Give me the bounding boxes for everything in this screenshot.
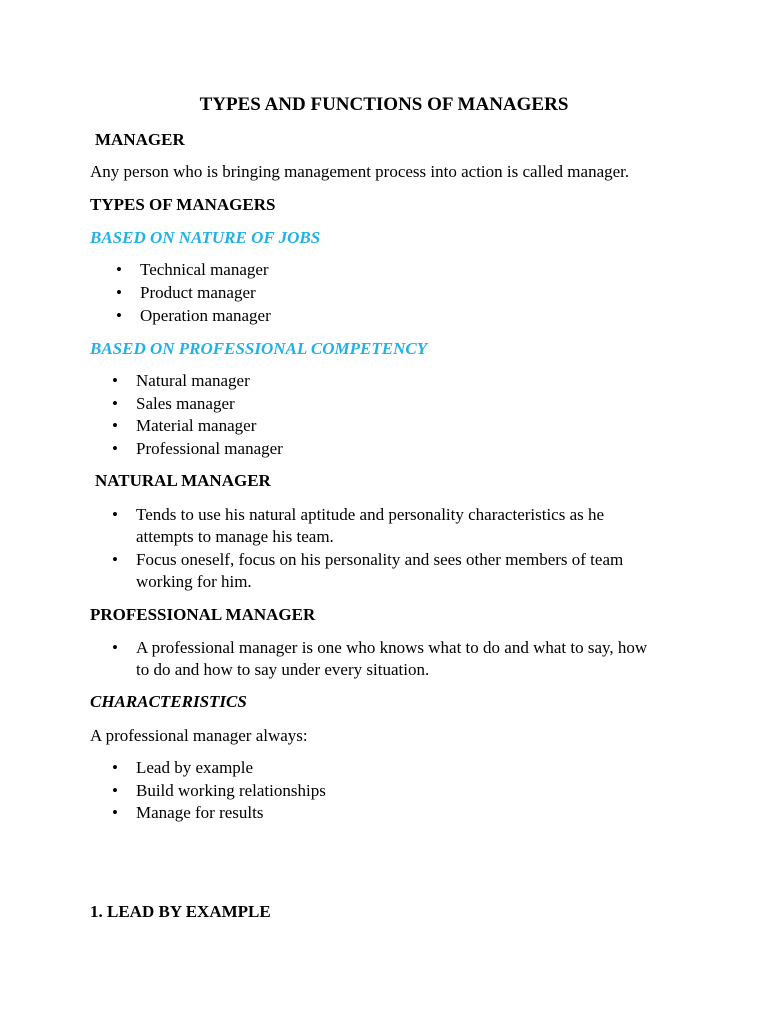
list-item-label: Sales manager: [136, 394, 235, 413]
list-item-line: A professional manager is one who knows what to do and what to say, how: [136, 638, 648, 657]
manager-heading: MANAGER: [95, 130, 185, 149]
list-item-line: to do and how to say under every situation.: [136, 660, 430, 679]
list-item-label: Material manager: [136, 416, 257, 435]
list-item-line: attempts to manage his team.: [136, 527, 334, 546]
professional-manager-heading: PROFESSIONAL MANAGER: [90, 605, 316, 624]
list-item-line: Tends to use his natural aptitude and personality characteristics as he: [136, 505, 605, 524]
bullet-icon: •: [116, 306, 122, 325]
list-item-label: Manage for results: [136, 803, 264, 822]
list-item-label: Product manager: [140, 283, 256, 302]
bullet-icon: •: [112, 781, 118, 800]
types-of-managers-heading: TYPES OF MANAGERS: [90, 195, 276, 214]
professional-competency-heading: BASED ON PROFESSIONAL COMPETENCY: [90, 339, 428, 358]
bullet-icon: •: [112, 758, 118, 777]
bullet-icon: •: [112, 439, 118, 458]
list-item-label: Operation manager: [140, 306, 271, 325]
bullet-icon: •: [112, 550, 118, 569]
list-item-label: Build working relationships: [136, 781, 326, 800]
natural-manager-heading: NATURAL MANAGER: [95, 471, 271, 490]
bullet-icon: •: [112, 803, 118, 822]
bullet-icon: •: [112, 505, 118, 524]
list-item-label: Natural manager: [136, 371, 250, 390]
document-title: TYPES AND FUNCTIONS OF MANAGERS: [199, 94, 569, 115]
bullet-icon: •: [112, 371, 118, 390]
bullet-icon: •: [112, 394, 118, 413]
characteristics-intro: A professional manager always:: [90, 726, 308, 745]
bullet-icon: •: [112, 416, 118, 435]
list-item-line: Focus oneself, focus on his personality and sees other members of team: [136, 550, 624, 569]
list-item-label: Professional manager: [136, 439, 283, 458]
bullet-icon: •: [116, 283, 122, 302]
list-item-label: Technical manager: [140, 260, 269, 279]
nature-of-jobs-heading: BASED ON NATURE OF JOBS: [90, 228, 321, 247]
lead-by-example-heading: 1. LEAD BY EXAMPLE: [90, 902, 271, 921]
list-item-label: Lead by example: [136, 758, 254, 777]
list-item-line: working for him.: [136, 572, 252, 591]
bullet-icon: •: [112, 638, 118, 657]
manager-definition: Any person who is bringing management process into action is called manager.: [90, 162, 630, 181]
characteristics-heading: CHARACTERISTICS: [90, 692, 247, 711]
bullet-icon: •: [116, 260, 122, 279]
